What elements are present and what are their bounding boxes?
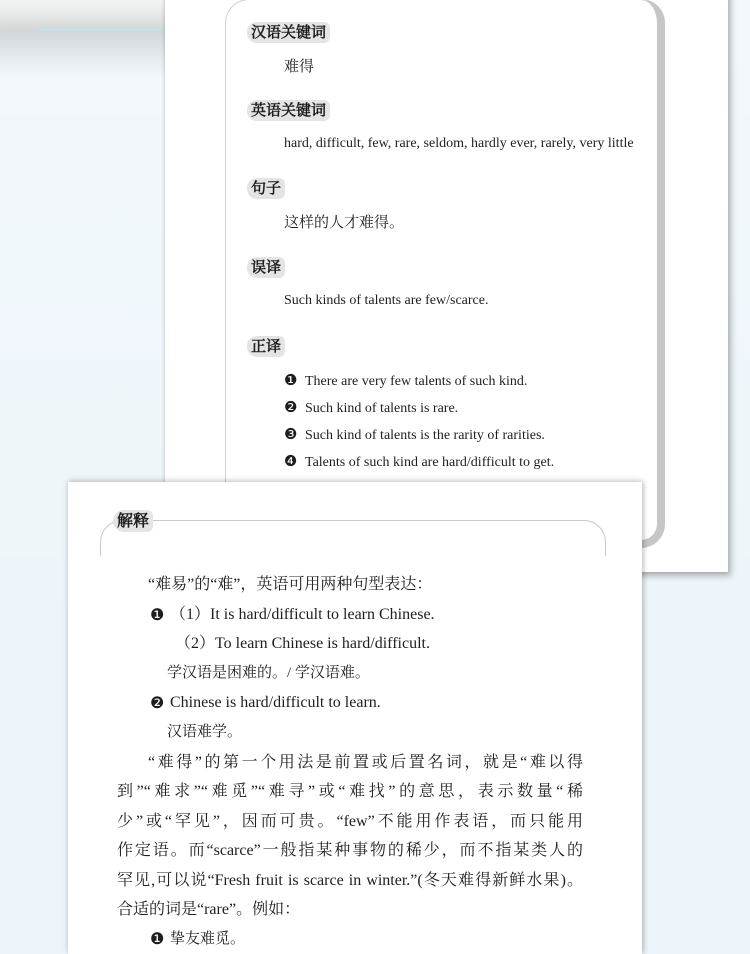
explanation-label: 解释	[113, 510, 153, 532]
english-keyword-label: 英语关键词	[247, 100, 330, 121]
correct-translation-item-3	[284, 424, 545, 446]
example-marker: ❶	[150, 929, 165, 948]
paragraph-line: 到”“难求”“难觅”“难寻”或“难找”的意思，表示数量“稀	[117, 783, 583, 801]
explanation-intro: “难易”的“难”，英语可用两种句型表达：	[148, 576, 433, 593]
item-text: Such kind of talents is rare.	[305, 401, 459, 416]
correct-translation-label: 正译	[247, 336, 285, 357]
example-text: 挚友难觅。	[170, 931, 246, 947]
correct-translation-section	[247, 336, 555, 470]
pattern-1-text-1: （1）It is hard/difficult to learn Chinese.	[170, 606, 435, 623]
chinese-keyword-value: 难得	[284, 57, 315, 75]
mistranslation-label: 误译	[247, 257, 285, 278]
explanation-header-line	[100, 520, 606, 556]
sentence-label: 句子	[247, 178, 285, 199]
chinese-keyword-section	[247, 22, 330, 75]
item-number-marker: ❷	[284, 398, 298, 416]
item-text: Such kind of talents is the rarity of rarities.	[305, 428, 545, 443]
paragraph-line: 合适的词是“rare”。例如：	[117, 900, 301, 918]
correct-translation-item-2	[284, 397, 458, 419]
sentence-section	[247, 178, 405, 231]
mistranslation-section	[247, 257, 489, 308]
item-number-marker: ❶	[284, 371, 298, 389]
mistranslation-value: Such kinds of talents are few/scarce.	[284, 293, 489, 308]
paragraph-line: 罕见,可以说“Fresh fruit is scarce in winter.”(冬天难得新鲜水果)。	[117, 871, 583, 889]
shelf-shadow	[0, 31, 166, 77]
shelf-accent-line	[38, 29, 166, 31]
pattern-2-marker: ❷	[150, 693, 165, 712]
correct-translation-item-1	[284, 370, 527, 392]
sentence-value: 这样的人才难得。	[284, 213, 405, 231]
paragraph-line: 少”或“罕见”，因而可贵。“few”不能用作表语，而只能用	[117, 812, 583, 830]
paragraph-line: 作定语。而“scarce”一般指某种事物的稀少，而不指某类人的	[117, 842, 583, 860]
item-text: Talents of such kind are hard/difficult to get.	[305, 455, 555, 470]
correct-translation-item-4	[284, 451, 554, 473]
example-line	[150, 928, 245, 950]
paragraph-line: “难得”的第一个用法是前置或后置名词，就是“难以得	[148, 754, 583, 771]
pattern-1-line-2: （2）To learn Chinese is hard/difficult.	[175, 635, 430, 652]
item-number-marker: ❹	[284, 452, 298, 470]
item-text: There are very few talents of such kind.	[305, 374, 528, 389]
pattern-2-translation: 汉语难学。	[167, 724, 243, 740]
pattern-2-text: Chinese is hard/difficult to learn.	[170, 694, 381, 711]
pattern-1-line-1	[150, 604, 435, 626]
chinese-keyword-label: 汉语关键词	[247, 22, 330, 43]
english-keyword-section	[247, 100, 634, 151]
pattern-2-line	[150, 692, 381, 714]
explanation-paragraph	[117, 748, 583, 924]
pattern-1-translation: 学汉语是困难的。/ 学汉语难。	[167, 665, 370, 681]
english-keyword-value: hard, difficult, few, rare, seldom, hardly ever, rarely, very little	[284, 136, 634, 151]
top-left-shelf	[0, 0, 166, 31]
explanation-card	[68, 482, 642, 954]
pattern-1-marker: ❶	[150, 605, 165, 624]
item-number-marker: ❸	[284, 425, 298, 443]
